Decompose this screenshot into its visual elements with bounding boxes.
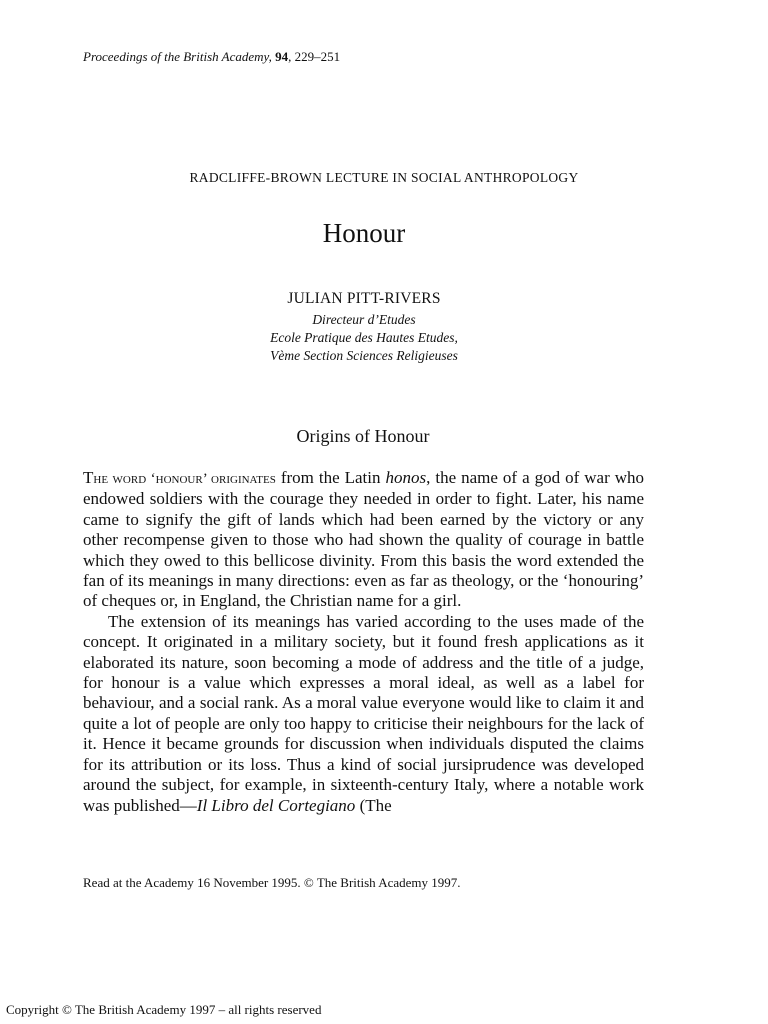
paragraph-1 bbox=[83, 468, 644, 612]
author-affiliation-1: Directeur d’Etudes bbox=[312, 312, 416, 327]
paragraph-2 bbox=[83, 612, 644, 816]
page-title: Honour bbox=[322, 218, 406, 248]
section-heading: Origins of Honour bbox=[296, 426, 430, 446]
paragraph-1-small-caps: he word ‘honour’ originates bbox=[93, 471, 276, 487]
copyright-notice: Copyright © The British Academy 1997 – all rights reserved bbox=[6, 1002, 322, 1017]
author-name: JULIAN PITT-RIVERS bbox=[287, 290, 441, 307]
paragraph-1-text-a: from the Latin bbox=[275, 468, 386, 487]
author-affiliation-2: Ecole Pratique des Hautes Etudes, bbox=[270, 330, 458, 345]
paragraph-1-initial: T bbox=[83, 468, 94, 487]
series-title: RADCLIFFE-BROWN LECTURE IN SOCIAL ANTHROPOLOGY bbox=[189, 170, 579, 185]
paragraph-2-text-b: (The bbox=[355, 795, 392, 815]
volume-number: 94 bbox=[275, 49, 289, 64]
body-text bbox=[83, 468, 644, 816]
paragraph-2-text-a: The extension of its meanings has varied according to the uses made of the concept. It originated in a military society, but it found fresh applications as it elaborated its nature, soon becoming a mode of address and the title of a judge, for honour is a value which expresses a moral ideal, as well as a label for behaviour, and a social rank. As a moral value everyone would like to claim it and quite a lot of people are only too happy to criticise their neighbours for the lack of it. Hence it became grounds for discussion when individuals disputed the claims for its attribution or its loss. Thus a kind of social jursiprudence was developed around the subject, for example, in sixteenth-century Italy, where a notable work was published— bbox=[83, 611, 644, 815]
paragraph-1-italic-honos: honos bbox=[385, 468, 427, 487]
running-head bbox=[83, 49, 340, 65]
page-range: , 229–251 bbox=[288, 49, 341, 64]
paragraph-1-text-b: , the name of a god of war who endowed soldiers with the courage they needed in order to fight. Later, his name came to signify the gift of lands which had been earned by the victory or any other recompense given to those who had shown the quality of courage in battle which they owed to this bellicose divinity. From this basis the word extended the fan of its meanings in many directions: even as far as theology, or the ‘honouring’ of cheques or, in England, the Christian name for a girl. bbox=[83, 468, 644, 611]
journal-name: Proceedings of the British Academy, bbox=[83, 49, 272, 64]
footnote: Read at the Academy 16 November 1995. © The British Academy 1997. bbox=[83, 875, 461, 890]
paragraph-2-italic-title: Il Libro del Cortegiano bbox=[196, 795, 356, 815]
author-affiliation-3: Vème Section Sciences Religieuses bbox=[270, 348, 458, 363]
